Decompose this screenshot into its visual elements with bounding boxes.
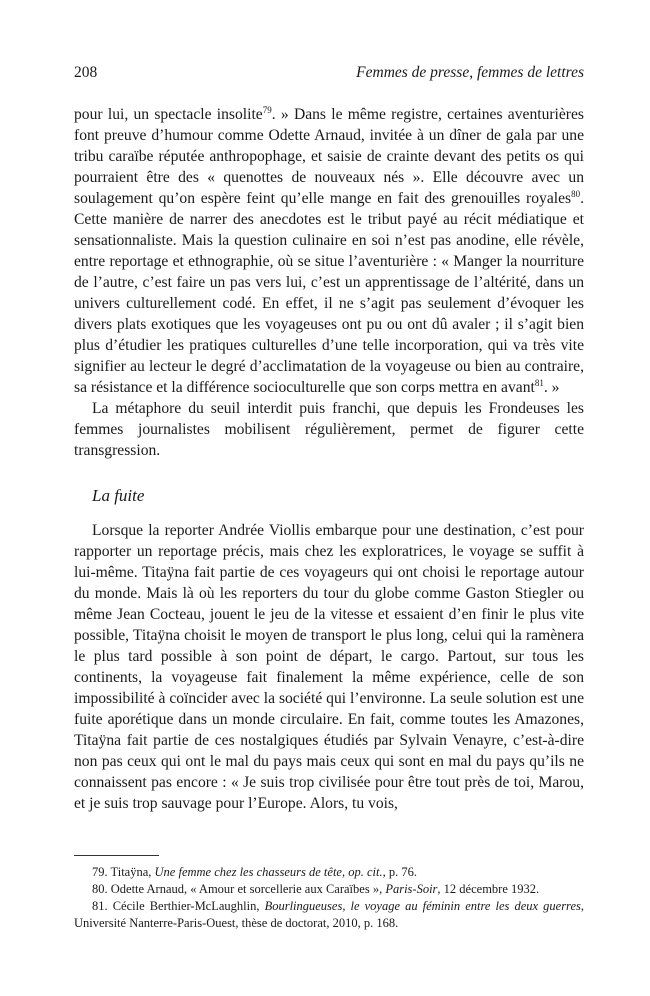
footnote-title: Bourlingueuses, le voyage au féminin entre les deux guerres [264,899,581,913]
footnote-rule [74,855,159,856]
footnote-number: 79. [92,865,108,879]
paragraph-3: Lorsque la reporter Andrée Viollis embarque pour une destination, c’est pour rapporter un reportage précis, mais chez les exploratrices, le voyage se suffit à lui-même. Titaÿna fait partie de ces voyageurs qui ont choisi le reportage autour du monde. Mais là où les reporters du tour du globe comme Gaston Stiegler ou même Jean Cocteau, jouent le jeu de la vitesse et essaient d’en finir le plus vite possible, Titaÿna choisit le moyen de transport le plus long, celui qui la ramènera le plus tard possible à son point de départ, le cargo. Partout, sur tous les continents, la voyageuse fait finalement la même expérience, celle de son impossibilité à coïncider avec la société qui l’environne. La seule solution est une fuite aporétique dans un monde circulaire. En fait, comme toutes les Amazones, Titaÿna fait partie de ces nostalgiques étudiés par Sylvain Venayre, c’est-à-dire non pas ceux qui ont le mal du pays mais ceux qui sont en mal du pays qu’ils ne connaissent pas encore : « Je suis trop civilisée pour être tout près de toi, Marou, et je suis trop sauvage pour l’Europe. Alors, tu vois, [74,522,584,812]
paragraph-1-part-a: pour lui, un spectacle insolite [74,106,263,123]
footnote-number: 80. [92,882,108,896]
paragraph-1 [74,104,584,398]
paragraph-2: La métaphore du seuil interdit puis franchi, que depuis les Frondeuses les femmes journalistes mobilisent régulièrement, permet de figurer cette transgression. [74,400,584,459]
paragraph-1-part-b: . » Dans le même registre, certaines aventurières font preuve d’humour comme Odette Arnaud, invitée à un dîner de gala par une tribu caraïbe réputée anthropophage, et saisie de crainte devant des petits os qui pourraient être des « quenottes de nouveaux nés ». Elle découvre avec un soulagement qu’on espère feint qu’elle mange en fait des grenouilles royales [74,106,584,207]
footnotes [74,864,584,932]
footnote-number: 81. [92,899,108,913]
footnote-80 [74,881,584,898]
footnote-ref-80: 80 [571,188,581,199]
page-number: 208 [74,64,98,81]
section-title: La fuite [92,486,145,505]
running-header [74,64,584,84]
running-title: Femmes de presse, femmes de lettres [356,64,584,81]
footnote-title: Paris-Soir [385,882,438,896]
footnote-text: , Université Nanterre-Paris-Ouest, thèse de doctorat, 2010, p. 168. [74,899,584,930]
footnote-79 [74,864,584,881]
footnote-title: Une femme chez les chasseurs de tête, op. cit., [154,865,386,879]
body-text [74,104,584,814]
paragraph-1-part-d: . » [543,379,560,396]
footnote-text: p. 76. [385,865,417,879]
paragraph-1-part-c: . Cette manière de narrer des anecdotes est le tribut payé au récit médiatique et sensationnaliste. Mais la question culinaire en soi n’est pas anodine, elle révèle, entre reportage et ethnographie, où se situe l’aventurière : « Manger la nourriture de l’autre, c’est faire un pas vers lui, c’est un apprentissage de l’altérité, dans un univers culturellement codé. En effet, il ne s’agit pas seulement d’évoquer les divers plats exotiques que les voyageuses ont pu ou ont dû avaler ; il s’agit bien plus d’étudier les pratiques culturelles d’une telle incorporation, qui va très vite signifier au lecteur le degré d’acclimatation de la voyageuse ou bien au contraire, sa résistance et la différence socioculturelle que son corps mettra en avant [74,190,584,396]
footnote-text: , 12 décembre 1932. [437,882,540,896]
footnote-81 [74,898,584,932]
footnote-text: Odette Arnaud, « Amour et sorcellerie aux Caraïbes », [110,882,386,896]
footnote-text: Titaÿna, [110,865,155,879]
footnote-text: Cécile Berthier-McLaughlin, [112,899,265,913]
footnote-ref-79: 79 [262,104,272,115]
footnote-ref-81: 81 [534,377,544,388]
